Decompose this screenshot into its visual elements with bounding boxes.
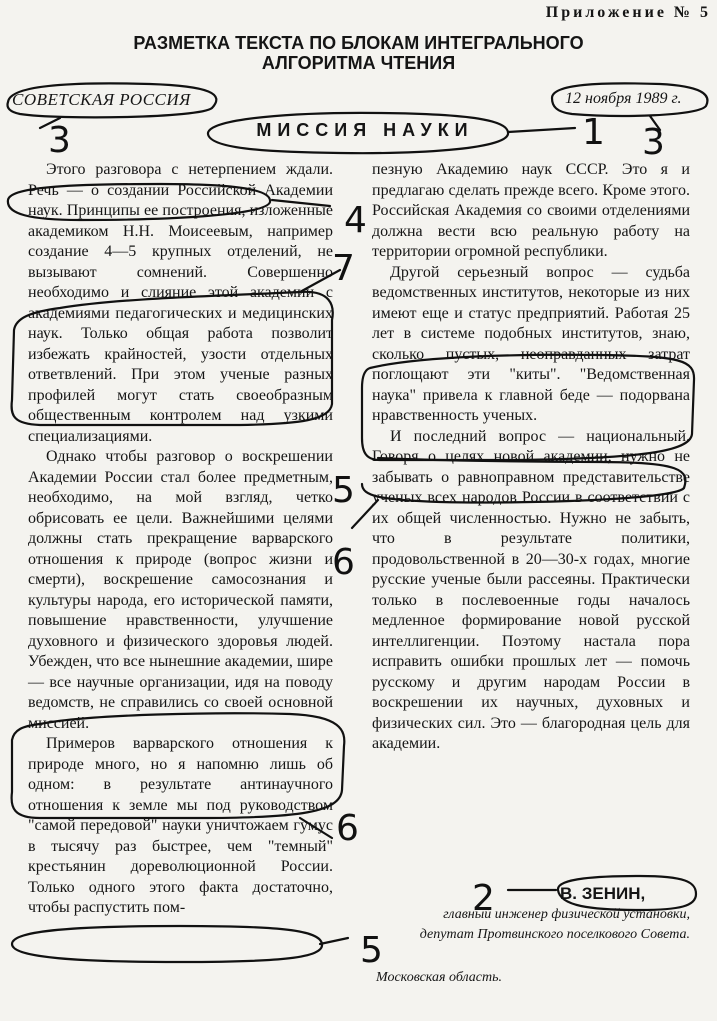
annotation-7: 7 — [332, 248, 355, 289]
headline-arrow — [508, 128, 575, 132]
title-line-2: АЛГОРИТМА ЧТЕНИЯ — [261, 53, 456, 73]
block-7-shape — [12, 292, 333, 425]
annotation-2: 2 — [472, 878, 495, 919]
title-line-1: РАЗМЕТКА ТЕКСТА ПО БЛОКАМ ИНТЕГРАЛЬНОГО — [133, 33, 584, 53]
annotation-3-right: 3 — [642, 122, 665, 163]
block-5-bottom-arrow — [320, 938, 348, 944]
block-5-bottom-shape — [12, 926, 322, 962]
date-ellipse — [552, 83, 707, 116]
paragraph: И последний вопрос — национальный. Говоря о целях новой академии, нужно не забывать о равноправном представительстве ученых всех народов России в соответствии с их общей численностью. Нужно не забыть, что в результате политики, продовольственной в 20—30-х годах, многие русские ученые были рассеяны. Практически только в послевоенные годы началось медленное формирование новой русской интеллигенции. Поэтому настала пора исправить ошибки прошлых лет — помочь русскому и другим народам России в воскрешении их научных, духовных и физических сил. Это — благородная цель для академии. — [372, 427, 690, 752]
annotation-3-left: 3 — [48, 120, 71, 161]
block-5-right-shape — [362, 355, 694, 460]
newspaper-name: СОВЕТСКАЯ РОССИЯ — [12, 90, 191, 109]
paragraph: Другой серьезный вопрос — судьба ведомственных институтов, некоторые из них имеют еще и статус предприятий. Работая 25 лет в системе подобных институтов, знаю, сколько пустых, неоправданных затрат поглощают эти "киты". "Ведомственная наука" привела к главной беде — подорвана нравственность ученых. — [372, 263, 690, 424]
author-position: главный инженер физической установки, депутат Протвинского поселкового Совета. — [419, 907, 690, 942]
appendix-label: Приложение № 5 — [545, 4, 711, 21]
article-headline: МИССИЯ НАУКИ — [256, 120, 474, 140]
block-5-right-tail — [352, 500, 378, 528]
annotation-4: 4 — [344, 200, 367, 241]
author-region: Московская область. — [376, 970, 502, 985]
block-6-tail — [300, 818, 332, 838]
newspaper-ellipse — [8, 83, 217, 117]
annotation-5-bottom: 5 — [360, 930, 383, 971]
author-signature: В. ЗЕНИН, — [560, 884, 646, 903]
headline-ellipse — [208, 113, 508, 153]
annotation-6-left: 6 — [336, 808, 359, 849]
annotation-6-mid: 6 — [332, 542, 355, 583]
block-5-right-lower — [362, 458, 685, 502]
paragraph: Этого разговора с нетерпением ждали. Речь — о создании Российской Академии наук. Принципы ее построения, изложенные академиком Н.Н. Моисеевым, например создание 4—5 крупных отделений, не вызывают сомнений. Совершенно необходимо и слияние этой академии с академиями педагогических и медицинских наук. Только общая работа позволит избежать крайностей, узости отдельных ответвлений. При этом ученые разных профилей могут стать своеобразным общественным контролем над узкими специализациями. — [28, 161, 333, 445]
signature-box — [558, 876, 696, 910]
publication-date: 12 ноября 1989 г. — [565, 90, 682, 107]
paragraph: пезную Академию наук СССР. Это я и предлагаю сделать прежде всего. Кроме этого. Российская Академия со своими отделениями должна вести всю реальную работу на территории огромной республики. — [372, 161, 690, 260]
block-6-shape — [12, 713, 345, 818]
annotation-5-right: 5 — [332, 470, 355, 511]
paragraph: Примеров варварского отношения к природе много, но я напомню лишь об одном: в результате антинаучного отношения к земле мы под руководством "самой передовой" науки уничтожаем гумус в тысячу раз быстрее, чем "темный" крестьянин дореволюционной России. Только одного этого факта достаточно, чтобы распустить пом- — [28, 735, 333, 916]
academy-ellipse — [8, 184, 270, 220]
annotation-1: 1 — [582, 112, 605, 153]
paragraph: Однако чтобы разговор о воскрешении Академии России стал более предметным, необходимо, на мой взгляд, четко обрисовать ее цели. Важнейшими целями должны стать прекращение варварского отношения к природе (вопрос жизни и смерти), воскрешение самосознания и культуры народа, его исторической памяти, повышение нравственности, улучшение духовного и физического здоровья людей. Убежден, что все нынешние академии, шире — все научные организации, идя на поводу ведомств, не справились со своей основной миссией. — [28, 448, 333, 732]
academy-arrow — [272, 200, 330, 206]
